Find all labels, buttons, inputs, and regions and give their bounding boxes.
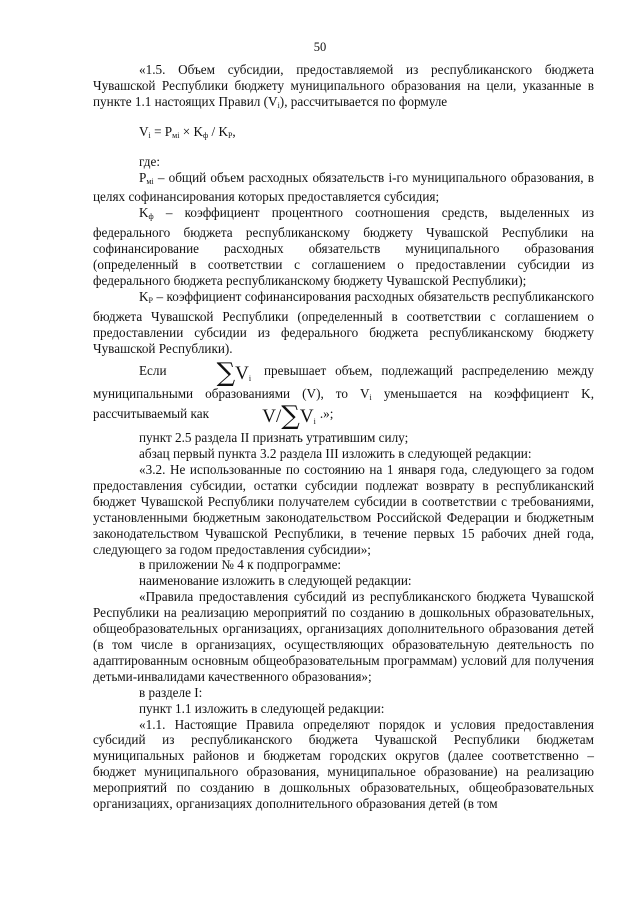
paragraph-3-2-intro: абзац первый пункта 3.2 раздела III изложить в следующей редакции: [139,446,532,462]
ratio-formula: $V/\sum V_i$ [262,401,316,432]
paragraph-1-1-intro: пункт 1.1 изложить в следующей редакции: [139,700,385,716]
paragraph-name-intro: наименование изложить в следующей редакции: [139,573,412,589]
paragraph-name-text: «Правила предоставления субсидий из республиканского бюджета Чувашской Республики на реализацию мероприятий по созданию в дошкольных образовательных, общеобразовательных организациях, организациях дополнительного образования детей (в том числе в организациях, осуществляющих образовательную деятельность по адаптированным основным общеобразовательным программам) условий для получения детьми-инвалидами качественного образования»; [93,589,594,684]
definition-pmi: $P_{мi}$ – общий объем расходных обязательств i-го муниципального образования, в целях софинансирования которых предоставляется субсидия; [93,169,594,205]
page-number: 50 [313,40,327,54]
document-body [93,62,594,812]
paragraph-if-sum: Если $\sum V_i$ превышает объем, подлежащий распределению между муниципальными образованиями (V), то $V_i$ уменьшается на коэффициент K, рассчитываемый как $V/\sum V_i$.»; [93,357,594,432]
definition-kf: $K_ф$ – коэффициент процентного соотношения средств, выделенных из федерального бюджета республиканскому бюджету Чувашской Республики на софинансирование расходных обязательств муниципального образования (определенный в соответствии с соглашением о предоставлении субсидии из федерального бюджета республиканскому бюджету Чувашской Республики); [93,205,594,288]
paragraph-2-5: пункт 2.5 раздела II признать утратившим силу; [139,430,409,446]
paragraph-3-2: «3.2. Не использованные по состоянию на 1 января года, следующего за годом предоставления субсидии, остатки субсидии подлежат возврату в республиканский бюджет Чувашской Республики получателем субсидии в соответствии с требованиями, установленными бюджетным законодательством Российской Федерации и бюджетным законодательством Чувашской Республики, в течение первых 15 рабочих дней года, следующего за годом предоставления субсидии»; [93,462,594,557]
paragraph-1-5: «1.5. Объем субсидии, предоставляемой из республиканского бюджета Чувашской Республики бюджету муниципального образования на цели, указанные в пункте 1.1 настоящих Правил $(V_i)$, рассчитывается по формуле [93,62,594,110]
paragraph-appendix-4: в приложении № 4 к подпрограмме: [139,557,342,573]
definition-kp: $K_P$ – коэффициент софинансирования расходных обязательств республиканского бюджета Чувашской Республики (определенный в соответствии с соглашением о предоставлении субсидии из федерального бюджета республиканскому бюджету Чувашской Республики). [93,288,594,356]
sum-symbol: $\sum V_i$ [216,357,252,388]
paragraph-1-1: «1.1. Настоящие Правила определяют порядок и условия предоставления субсидий из республиканского бюджета Чувашской Республики бюджетам муниципальных районов и бюджетам городских округов (далее соответственно – бюджет муниципального образования, муниципальное образование) на реализацию мероприятий по созданию в дошкольных образовательных, общеобразовательных организациях, организациях дополнительного образования детей (в том [93,716,594,812]
formula-vi: $V_i = P_{мi} \times K_ф / K_P$, [139,123,236,140]
paragraph-section-1: в разделе I: [139,684,203,700]
where-label: где: [139,153,160,169]
